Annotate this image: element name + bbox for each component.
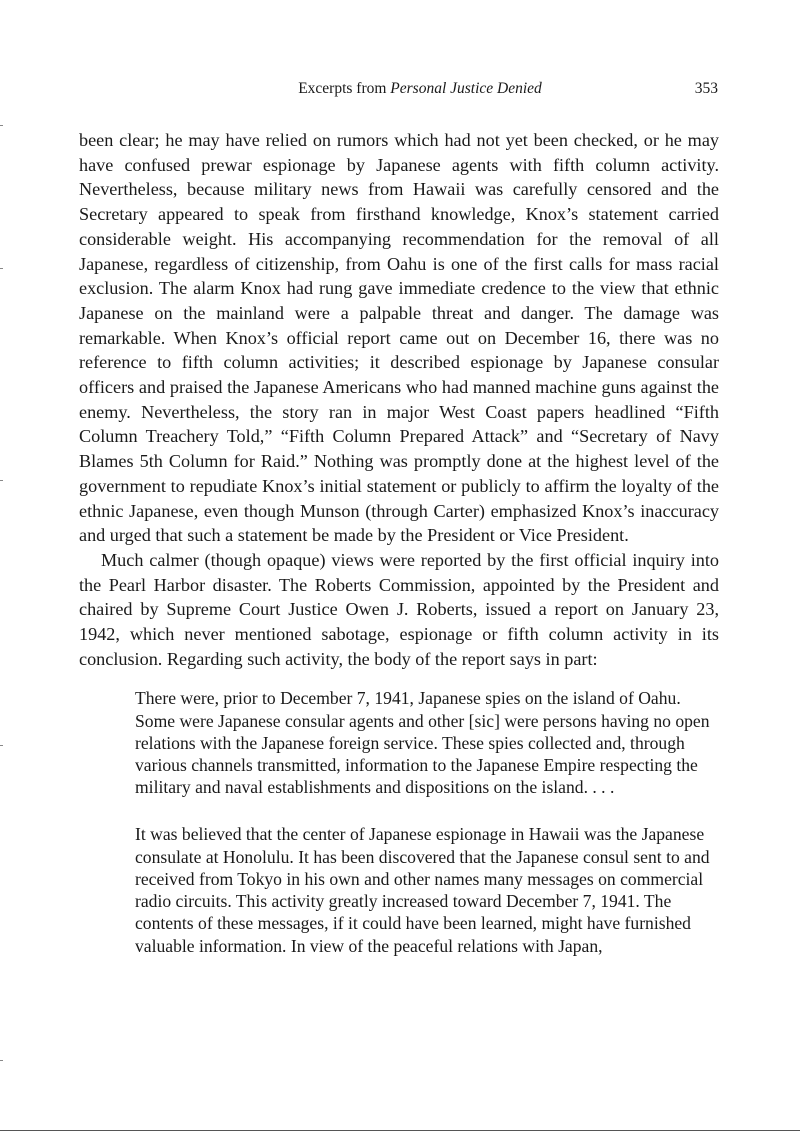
paragraph-2: Much calmer (though opaque) views were reported by the first official inquiry into the Pearl Harbor disaster. The Roberts Commission, appointed by the President and chaired by Supreme Court Justice Owen J. Roberts, issued a report on January 23, 1942, which never mentioned sabotage, espionage or fifth column activity in its conclusion. Regarding such activity, the body of the report says in part:: [79, 549, 719, 669]
block-quote-1: There were, prior to December 7, 1941, Japanese spies on the island of Oahu. Some were Japanese consular agents and other [sic] were persons having no open relations with the Japanese foreign service. These spies collected and, through various channels transmitted, information to the Japanese Empire respecting the military and naval establishments and dispositions on the island. . . .: [135, 688, 710, 798]
running-title-prefix: Excerpts from: [298, 80, 391, 97]
scan-edge-mark: [0, 1060, 3, 1061]
scan-edge-mark: [0, 125, 3, 126]
running-title-book: Personal Justice Denied: [390, 80, 542, 97]
body-text: [79, 128, 719, 957]
scan-edge-mark: [0, 480, 3, 481]
scan-edge-mark: [0, 745, 3, 746]
running-title: [80, 80, 720, 98]
scan-edge-mark: [0, 268, 3, 269]
paragraph-1: been clear; he may have relied on rumors which had not yet been checked, or he may have confused prewar espionage by Japanese agents with fifth column activity. Nevertheless, because military news from Hawaii was carefully censored and the Secretary appeared to speak from firsthand knowledge, Knox’s statement carried considerable weight. His accompanying recommendation for the removal of all Japanese, regardless of citizenship, from Oahu is one of the first calls for mass racial exclusion. The alarm Knox had rung gave immediate credence to the view that ethnic Japanese on the mainland were a palpable threat and danger. The damage was remarkable. When Knox’s official report came out on December 16, there was no reference to fifth column activities; it described espionage by Japanese consular officers and praised the Japanese Americans who had manned machine guns against the enemy. Nevertheless, the story ran in major West Coast papers headlined “Fifth Column Treachery Told,” “Fifth Column Prepared Attack” and “Secretary of Navy Blames 5th Column for Raid.” Nothing was promptly done at the highest level of the government to repudiate Knox’s initial statement or publicly to affirm the loyalty of the ethnic Japanese, even though Munson (through Carter) emphasized Knox’s inaccuracy and urged that such a statement be made by the President or Vice President.: [79, 130, 719, 546]
page-number: 353: [694, 80, 718, 97]
block-quote-2: It was believed that the center of Japanese espionage in Hawaii was the Japanese consulate at Honolulu. It has been discovered that the Japanese consul sent to and received from Tokyo in his own and other names many messages on commercial radio circuits. This activity greatly increased toward December 7, 1941. The contents of these messages, if it could have been learned, might have furnished valuable information. In view of the peaceful relations with Japan,: [135, 824, 710, 956]
running-head: [80, 80, 720, 102]
scan-bottom-edge: [0, 1130, 800, 1131]
